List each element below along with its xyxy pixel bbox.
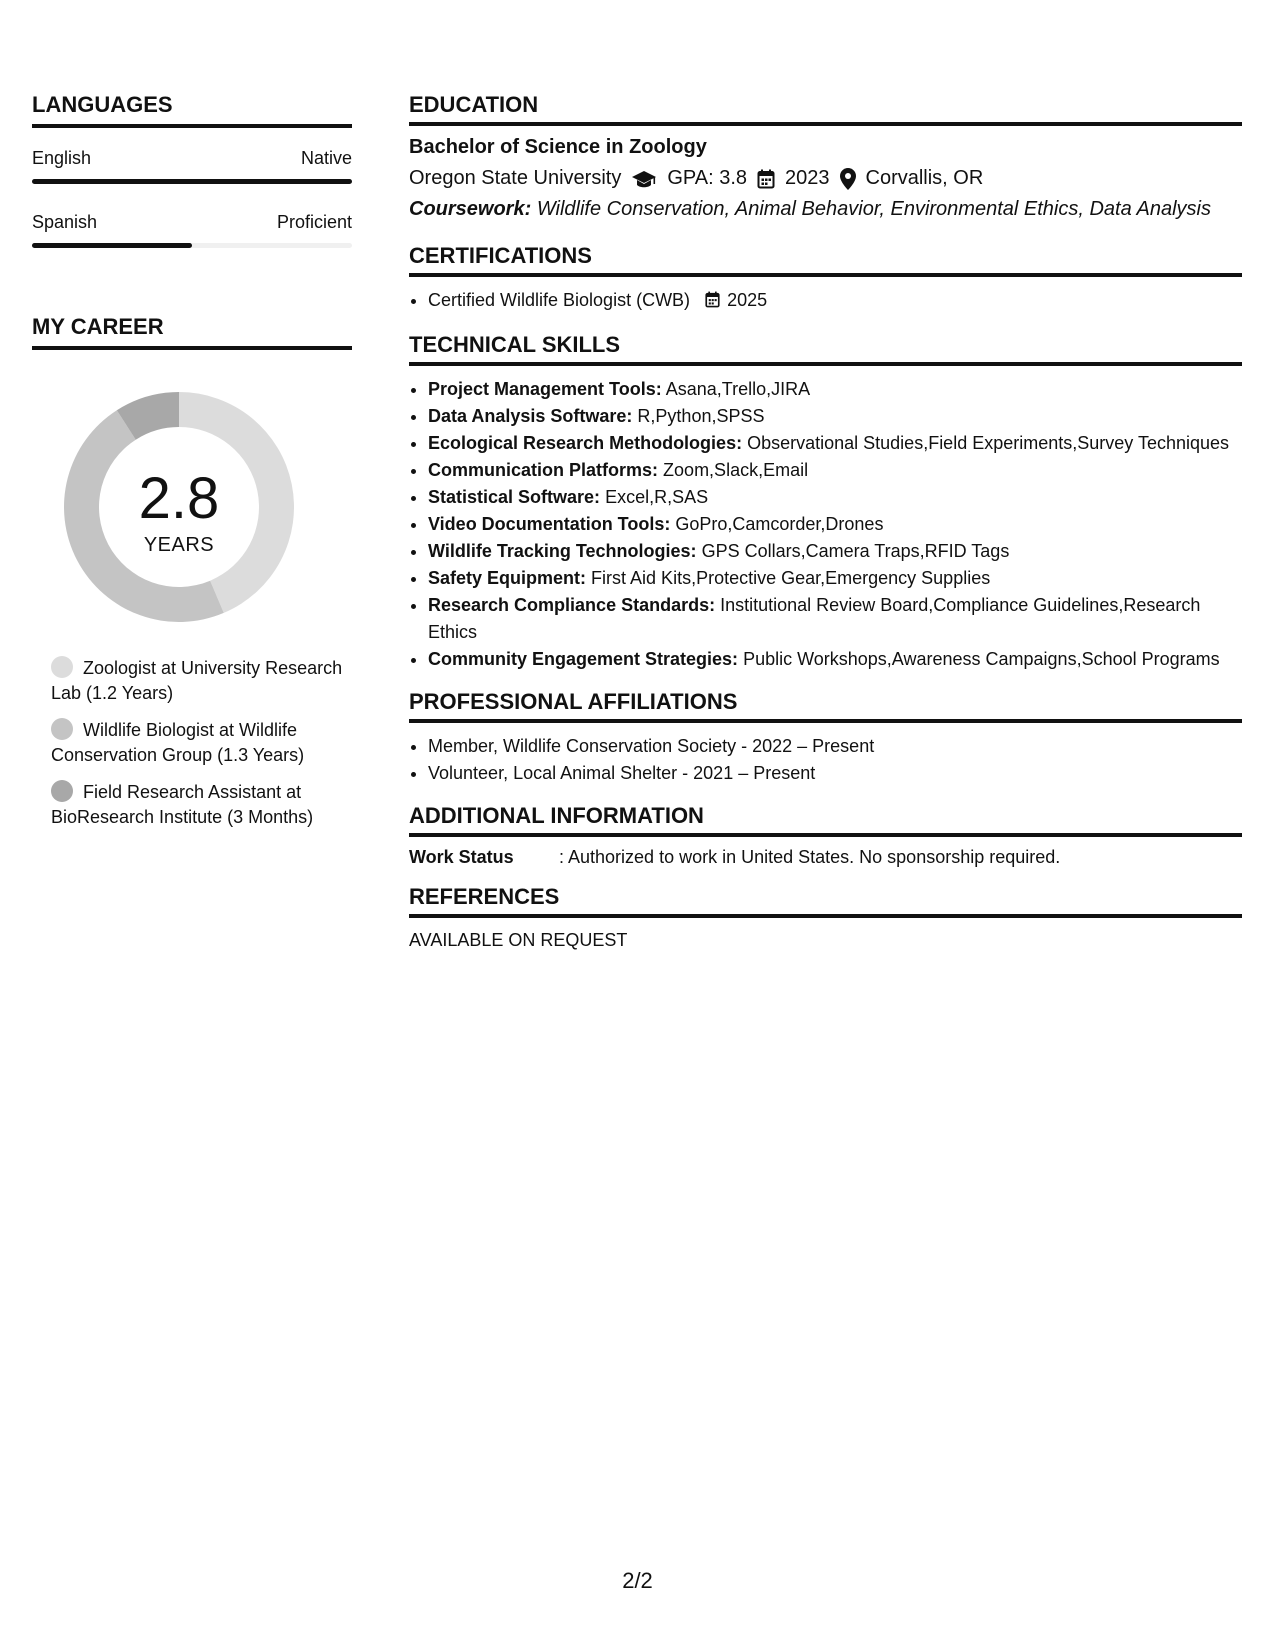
- career-total-years: 2.8: [138, 466, 220, 531]
- graduation-cap-icon: [631, 169, 657, 189]
- calendar-icon: [757, 169, 775, 189]
- skill-value: GoPro,Camcorder,Drones: [675, 514, 884, 534]
- skill-item: [428, 457, 1242, 484]
- degree-title: Bachelor of Science in Zoology: [409, 136, 707, 158]
- work-status-value: : Authorized to work in United States. No sponsorship required.: [559, 847, 1061, 867]
- page-number: 2/2: [622, 1568, 653, 1593]
- skill-value: Institutional Review Board,Compliance Guidelines,Research Ethics: [428, 595, 1201, 642]
- education-details: [409, 167, 1242, 190]
- skill-item: [428, 403, 1242, 430]
- skill-item: [428, 646, 1242, 673]
- career-legend-label: Wildlife Biologist at Wildlife Conservation Group (1.3 Years): [51, 720, 305, 765]
- career-heading: MY CAREER: [32, 314, 352, 350]
- language-item: [32, 212, 352, 248]
- skills-section: [409, 332, 1242, 673]
- skill-value: R,Python,SPSS: [637, 406, 765, 426]
- skill-label: Safety Equipment:: [428, 568, 587, 588]
- language-proficiency-bar: [32, 179, 352, 184]
- school-name: Oregon State University: [409, 167, 622, 189]
- legend-color-dot: [51, 780, 73, 802]
- location-pin-icon: [840, 168, 856, 190]
- affiliations-section: [409, 689, 1242, 787]
- coursework: [409, 198, 1242, 221]
- education-heading: EDUCATION: [409, 92, 1242, 126]
- certification-item: [428, 287, 1242, 316]
- affiliation-item: • Volunteer, Local Animal Shelter - 2021 – Present: [428, 760, 1242, 787]
- work-status-row: [409, 847, 1242, 868]
- career-donut-chart: [64, 392, 294, 622]
- languages-heading: LANGUAGES: [32, 92, 352, 128]
- skill-value: First Aid Kits,Protective Gear,Emergency Supplies: [591, 568, 991, 588]
- calendar-icon: [705, 289, 720, 316]
- graduation-year: 2023: [785, 167, 830, 189]
- skill-label: Statistical Software:: [428, 487, 601, 507]
- additional-info-section: [409, 803, 1242, 868]
- skill-item: [428, 376, 1242, 403]
- left-column: [32, 92, 352, 842]
- coursework-label: Coursework:: [409, 198, 532, 220]
- skill-value: Observational Studies,Field Experiments,Survey Techniques: [747, 433, 1230, 453]
- language-name: Spanish: [32, 212, 98, 232]
- language-proficiency-fill: [32, 243, 192, 248]
- affiliations-heading: PROFESSIONAL AFFILIATIONS: [409, 689, 1242, 723]
- skill-item: [428, 538, 1242, 565]
- career-legend-item: [51, 656, 351, 706]
- skill-label: Data Analysis Software:: [428, 406, 633, 426]
- skill-item: [428, 484, 1242, 511]
- career-legend: [51, 656, 351, 830]
- legend-color-dot: [51, 656, 73, 678]
- skill-label: Wildlife Tracking Technologies:: [428, 541, 697, 561]
- skill-label: Project Management Tools:: [428, 379, 662, 399]
- skills-heading: TECHNICAL SKILLS: [409, 332, 1242, 366]
- certifications-heading: CERTIFICATIONS: [409, 243, 1242, 277]
- work-status-label: Work Status: [409, 847, 514, 867]
- legend-color-dot: [51, 718, 73, 740]
- skill-label: Research Compliance Standards:: [428, 595, 716, 615]
- skill-item: [428, 565, 1242, 592]
- skill-value: Asana,Trello,JIRA: [665, 379, 811, 399]
- skill-value: Excel,R,SAS: [605, 487, 709, 507]
- career-legend-label: Zoologist at University Research Lab (1.2 Years): [51, 658, 343, 703]
- skill-label: Ecological Research Methodologies:: [428, 433, 743, 453]
- skill-label: Community Engagement Strategies:: [428, 649, 739, 669]
- skill-value: Public Workshops,Awareness Campaigns,School Programs: [743, 649, 1220, 669]
- language-proficiency-fill: [32, 179, 352, 184]
- certification-year: 2025: [727, 290, 768, 310]
- language-level: Native: [300, 148, 352, 168]
- certification-name: Certified Wildlife Biologist (CWB): [428, 290, 691, 310]
- language-proficiency-bar: [32, 243, 352, 248]
- certifications-section: [409, 243, 1242, 316]
- language-item: [32, 148, 352, 184]
- skill-item: [428, 430, 1242, 457]
- affiliation-item: • Member, Wildlife Conservation Society - 2022 – Present: [428, 733, 1242, 760]
- skill-label: Video Documentation Tools:: [428, 514, 671, 534]
- references-section: [409, 884, 1242, 951]
- skill-item: [428, 511, 1242, 538]
- career-total-unit: YEARS: [143, 534, 215, 556]
- references-text: AVAILABLE ON REQUEST: [409, 930, 628, 950]
- right-column: [409, 92, 1242, 951]
- skill-value: GPS Collars,Camera Traps,RFID Tags: [701, 541, 1010, 561]
- career-legend-label: Field Research Assistant at BioResearch Institute (3 Months): [51, 782, 314, 827]
- coursework-list: Wildlife Conservation, Animal Behavior, Environmental Ethics, Data Analysis: [536, 198, 1212, 220]
- skill-value: Zoom,Slack,Email: [663, 460, 809, 480]
- skill-item: [428, 592, 1242, 646]
- skill-label: Communication Platforms:: [428, 460, 659, 480]
- career-legend-item: [51, 780, 351, 830]
- references-heading: REFERENCES: [409, 884, 1242, 918]
- gpa: GPA: 3.8: [667, 167, 747, 189]
- language-level: Proficient: [276, 212, 352, 232]
- language-name: English: [32, 148, 92, 168]
- additional-info-heading: ADDITIONAL INFORMATION: [409, 803, 1242, 837]
- education-location: Corvallis, OR: [865, 167, 984, 189]
- career-legend-item: [51, 718, 351, 768]
